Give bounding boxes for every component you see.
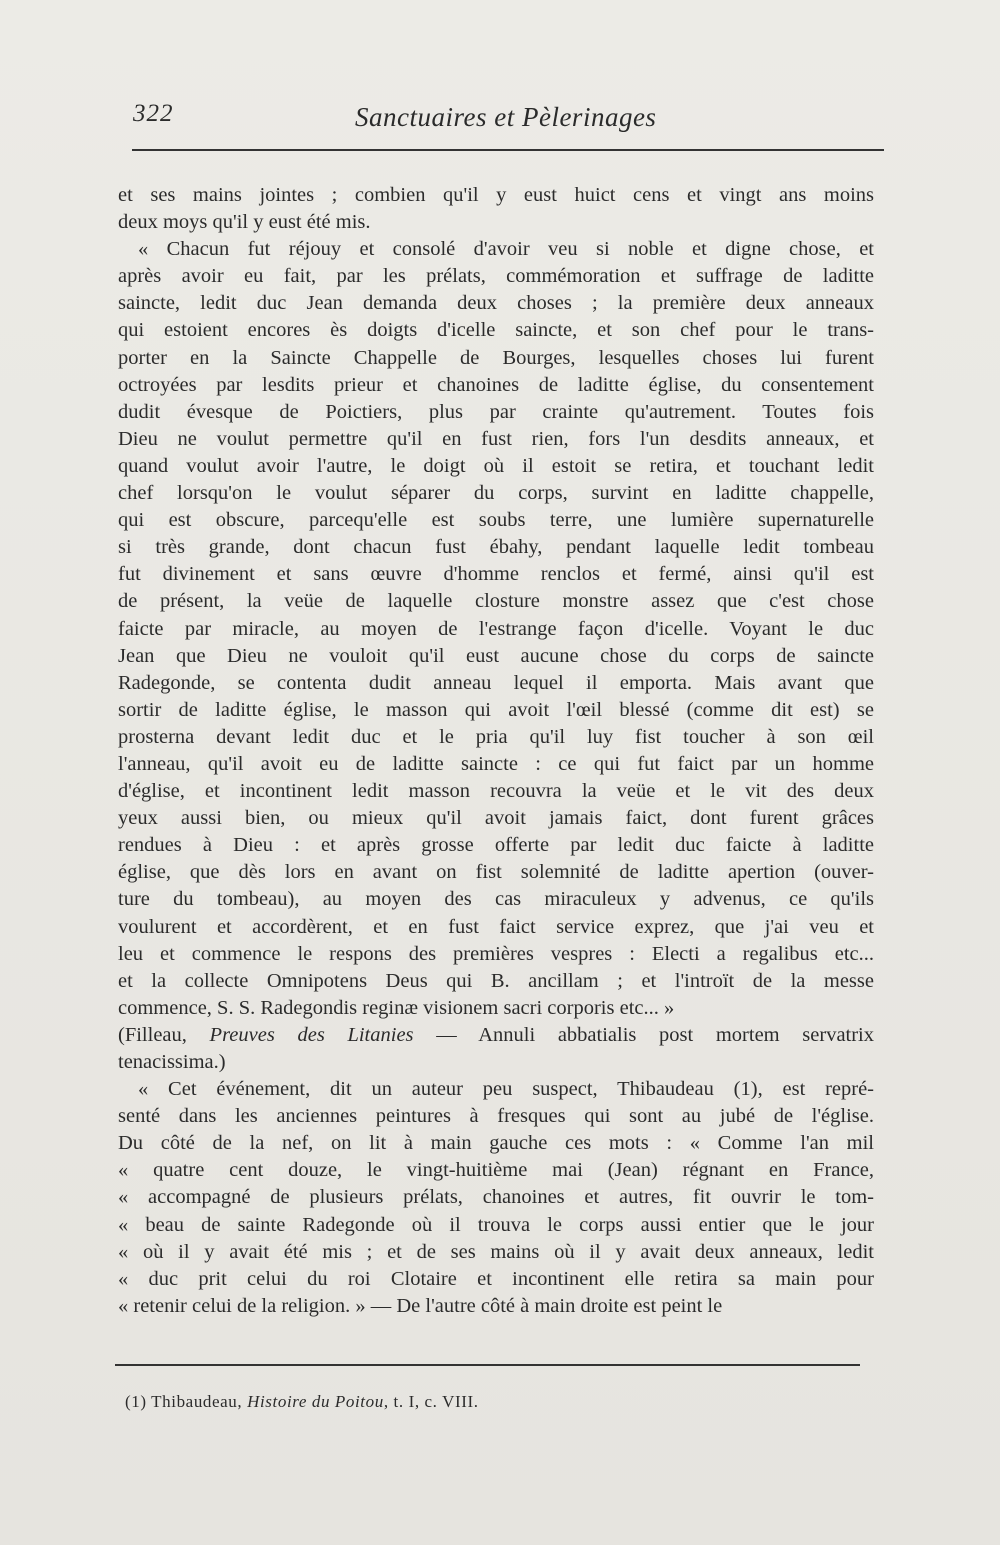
text-segment: senté dans les anciennes peintures à fresques qui sont au jubé de l'église. (118, 1105, 874, 1128)
footnote-prefix: (1) Thibaudeau, (125, 1392, 248, 1411)
text-line (118, 399, 874, 426)
footnote-title: Histoire du Poitou (247, 1392, 384, 1411)
text-line (118, 480, 874, 507)
text-segment: porter en la Saincte Chappelle de Bourges, lesquelles choses lui furent (118, 346, 874, 369)
text-segment: « accompagné de plusieurs prélats, chanoines et autres, fit ouvrir le tom- (118, 1186, 874, 1209)
footnote (125, 1392, 479, 1412)
text-line (118, 1103, 874, 1130)
text-segment: Jean que Dieu ne vouloit qu'il eust aucune chose du corps de saincte (118, 644, 874, 667)
text-line (118, 1212, 874, 1239)
text-segment: chef lorsqu'on le voulut séparer du corps, survint en laditte chappelle, (118, 482, 874, 505)
text-segment: rendues à Dieu : et après grosse offerte par ledit duc faicte à laditte (118, 834, 874, 857)
text-line (118, 1130, 874, 1157)
text-segment: qui est obscure, parcequ'elle est soubs terre, une lumière supernaturelle (118, 509, 874, 532)
text-segment: ture du tombeau), au moyen des cas miraculeux y advenus, ce qu'ils (118, 888, 874, 911)
text-line (118, 616, 874, 643)
text-line (118, 859, 874, 886)
text-line (118, 345, 874, 372)
text-line (118, 1157, 874, 1184)
text-line (118, 1239, 874, 1266)
text-segment: d'église, et incontinent ledit masson recouvra la veüe et le vit des deux (118, 780, 874, 803)
text-line (118, 724, 874, 751)
text-line (118, 670, 874, 697)
page-number: 322 (133, 100, 174, 127)
text-segment: et la collecte Omnipotens Deus qui B. ancillam ; et l'introït de la messe (118, 969, 874, 992)
text-line (118, 1184, 874, 1211)
text-segment: et ses mains jointes ; combien qu'il y eust huict cens et vingt ans moins (118, 184, 874, 206)
text-segment: faicte par miracle, au moyen de l'estrange façon d'icelle. Voyant le duc (118, 617, 874, 640)
text-line (118, 643, 874, 670)
text-line (118, 1266, 874, 1293)
text-line (118, 1076, 874, 1103)
text-line (118, 941, 874, 968)
text-line (118, 317, 874, 344)
text-line (118, 995, 874, 1022)
text-segment: de présent, la veüe de laquelle closture monstre assez que c'est chose (118, 590, 874, 613)
text-segment: yeux aussi bien, ou mieux qu'il avoit jamais faict, dont furent grâces (118, 807, 874, 830)
text-segment: voulurent et accordèrent, et en fust faict service exprez, que j'ai veu et (118, 915, 874, 938)
text-segment: fut divinement et sans œuvre d'homme renclos et fermé, ainsi qu'il est (118, 563, 874, 586)
text-segment: tenacissima.) (118, 1051, 226, 1073)
text-segment: octroyées par lesdits prieur et chanoines de laditte église, du consentement (118, 373, 874, 396)
text-segment: leu et commence le respons des premières vespres : Electi a regalibus etc... (118, 942, 874, 965)
text-line (118, 561, 874, 588)
text-line (118, 886, 874, 913)
text-segment: « Chacun fut réjouy et consolé d'avoir veu si noble et digne chose, et (138, 238, 874, 261)
text-line (118, 751, 874, 778)
text-line (118, 914, 874, 941)
text-segment: prosterna devant ledit duc et le pria qu'il luy fist toucher à son œil (118, 725, 874, 748)
text-line (118, 426, 874, 453)
text-segment: commence, S. S. Radegondis reginæ visionem sacri corporis etc... » (118, 996, 675, 1019)
text-segment: Dieu ne voulut permettre qu'il en fust rien, fors l'un desdits anneaux, et (118, 427, 874, 450)
text-segment: si très grande, dont chacun fust ébahy, pendant laquelle ledit tombeau (118, 536, 874, 559)
text-segment: « quatre cent douze, le vingt-huitième mai (Jean) régnant en France, (118, 1159, 874, 1182)
text-line (118, 968, 874, 995)
text-segment: église, que dès lors en avant on fist solemnité de laditte apertion (ouver- (118, 861, 874, 884)
running-title: Sanctuaires et Pèlerinages (355, 102, 657, 132)
text-segment: « où il y avait été mis ; et de ses mains où il y avait deux anneaux, ledit (118, 1240, 874, 1263)
text-segment: « retenir celui de la religion. » — De l'autre côté à main droite est peint le (118, 1294, 723, 1317)
text-line (118, 1293, 874, 1320)
text-line (118, 534, 874, 561)
text-segment: qui estoient encores ès doigts d'icelle saincte, et son chef pour le trans- (118, 319, 874, 342)
text-line (118, 832, 874, 859)
text-line (118, 236, 874, 263)
text-line (118, 697, 874, 724)
footnote-rule (115, 1364, 860, 1366)
text-segment: deux moys qu'il y eust été mis. (118, 211, 371, 234)
header-rule (132, 149, 884, 151)
footnote-suffix: , t. I, c. VIII. (383, 1392, 479, 1411)
text-line (118, 507, 874, 534)
text-segment: Du côté de la nef, on lit à main gauche ces mots : « Comme l'an mil (118, 1132, 874, 1155)
text-segment: sortir de laditte église, le masson qui avoit l'œil blessé (comme dit est) se (118, 698, 874, 721)
text-line (118, 588, 874, 615)
text-segment: l'anneau, qu'il avoit eu de laditte saincte : ce qui fut faict par un homme (118, 752, 874, 775)
text-segment: « Cet événement, dit un auteur peu suspect, Thibaudeau (1), est repré- (138, 1078, 874, 1101)
text-line (118, 1049, 874, 1076)
text-line (118, 778, 874, 805)
body-text (118, 182, 874, 1320)
text-line (118, 290, 874, 317)
text-segment: saincte, ledit duc Jean demanda deux choses ; la première deux anneaux (118, 292, 874, 315)
text-segment: (Filleau, (118, 1023, 210, 1046)
text-line (118, 1022, 874, 1049)
text-line (118, 182, 874, 209)
italic-text: Preuves des Litanies (209, 1023, 414, 1046)
text-segment: « beau de sainte Radegonde où il trouva le corps aussi entier que le jour (118, 1213, 874, 1236)
text-segment: — Annuli abbatialis post mortem servatrix (413, 1023, 875, 1046)
text-line (118, 372, 874, 399)
text-segment: quand voulut avoir l'autre, le doigt où il estoit se retira, et touchant ledit (118, 454, 874, 477)
text-line (118, 209, 874, 236)
text-line (118, 805, 874, 832)
text-segment: après avoir eu fait, par les prélats, commémoration et suffrage de laditte (118, 265, 874, 288)
text-segment: dudit évesque de Poictiers, plus par crainte qu'autrement. Toutes fois (118, 400, 874, 423)
text-segment: Radegonde, se contenta dudit anneau lequel il emporta. Mais avant que (118, 671, 874, 694)
text-line (118, 453, 874, 480)
text-segment: « duc prit celui du roi Clotaire et incontinent elle retira sa main pour (118, 1267, 874, 1290)
text-line (118, 263, 874, 290)
